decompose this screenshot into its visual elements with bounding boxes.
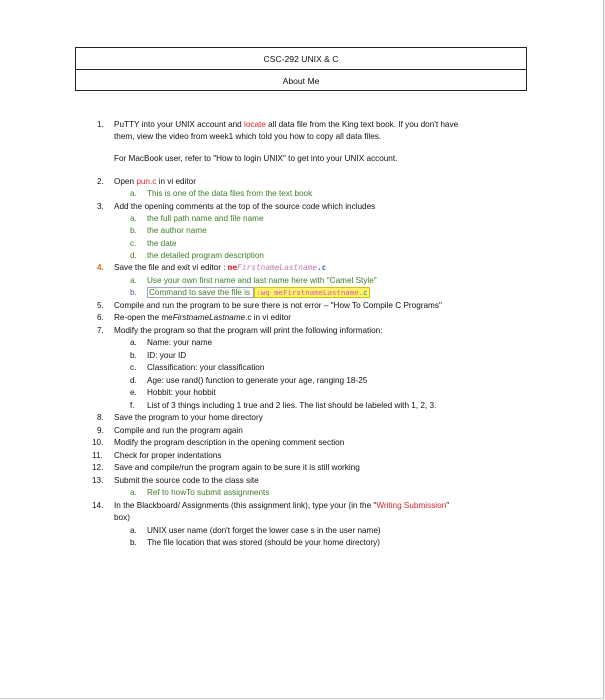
course-title: CSC-292 UNIX & C	[76, 48, 526, 70]
pun-c-link[interactable]: pun.c	[136, 177, 157, 186]
document-title: About Me	[282, 76, 320, 86]
locate-link[interactable]: locate	[244, 120, 266, 129]
submit-assignments-link[interactable]: Ref to howTo submit assignments	[147, 488, 270, 497]
writing-submission-link[interactable]: Writing Submission	[376, 501, 447, 510]
title-box	[75, 47, 527, 91]
document-page: CSC-292 UNIX & C About Me 1. PuTTY into your UNIX account and locate all data file from the King text book. If you don't have them, view the video from week1 which told you how to copy all data files. For MacBook user, refer to "How to login UNIX" to get into your UNIX account. 2. Open pun.c in vi editor a. This is one of the data files from the text book 3. Add the opening comments at the top of the source code which includes a. the full path name and file name b. the author name c. the date d. the detailed program description 4. Save the file and exit vi editor : meFirstnameLastname.c a. Use your own first name and last name here with "Camel Style" b. Command to save the file is :wq meFirstnameLastname.c 5. Compile and run the program to be sure there is not error – "How To Compile C Programs" 6. Re-open the meFirstnameLastname.c in vi editor 7. Modify the program so that the program will print the following information: a. Name: your name b. ID: your ID c. Classification: your classification d. Age: use rand() function to generate your age, ranging 18-25 e. Hobbit: your hobbit f. List of 3 things including 1 true and 2 lies. The list should be labeled with 1, 2, 3. 8. Save the program to your home directory 9. Compile and run the program again 10. Modify the program description in the opening comment section 11. Check for proper indentations 12. Save and compile/run the program again to be sure it is still working 13. Submit the source code to the class site a. Ref to howTo submit assignments 14. In the Blackboard/ Assignments (this assignment link), type your (in the "Writing Submission" box) a. UNIX user name (don't forget the lower case s in the user name) b. The file location that was stored (should be your home directory)	[0, 0, 604, 699]
save-command-highlight: :wq meFirstnameLastname.c	[256, 288, 368, 297]
